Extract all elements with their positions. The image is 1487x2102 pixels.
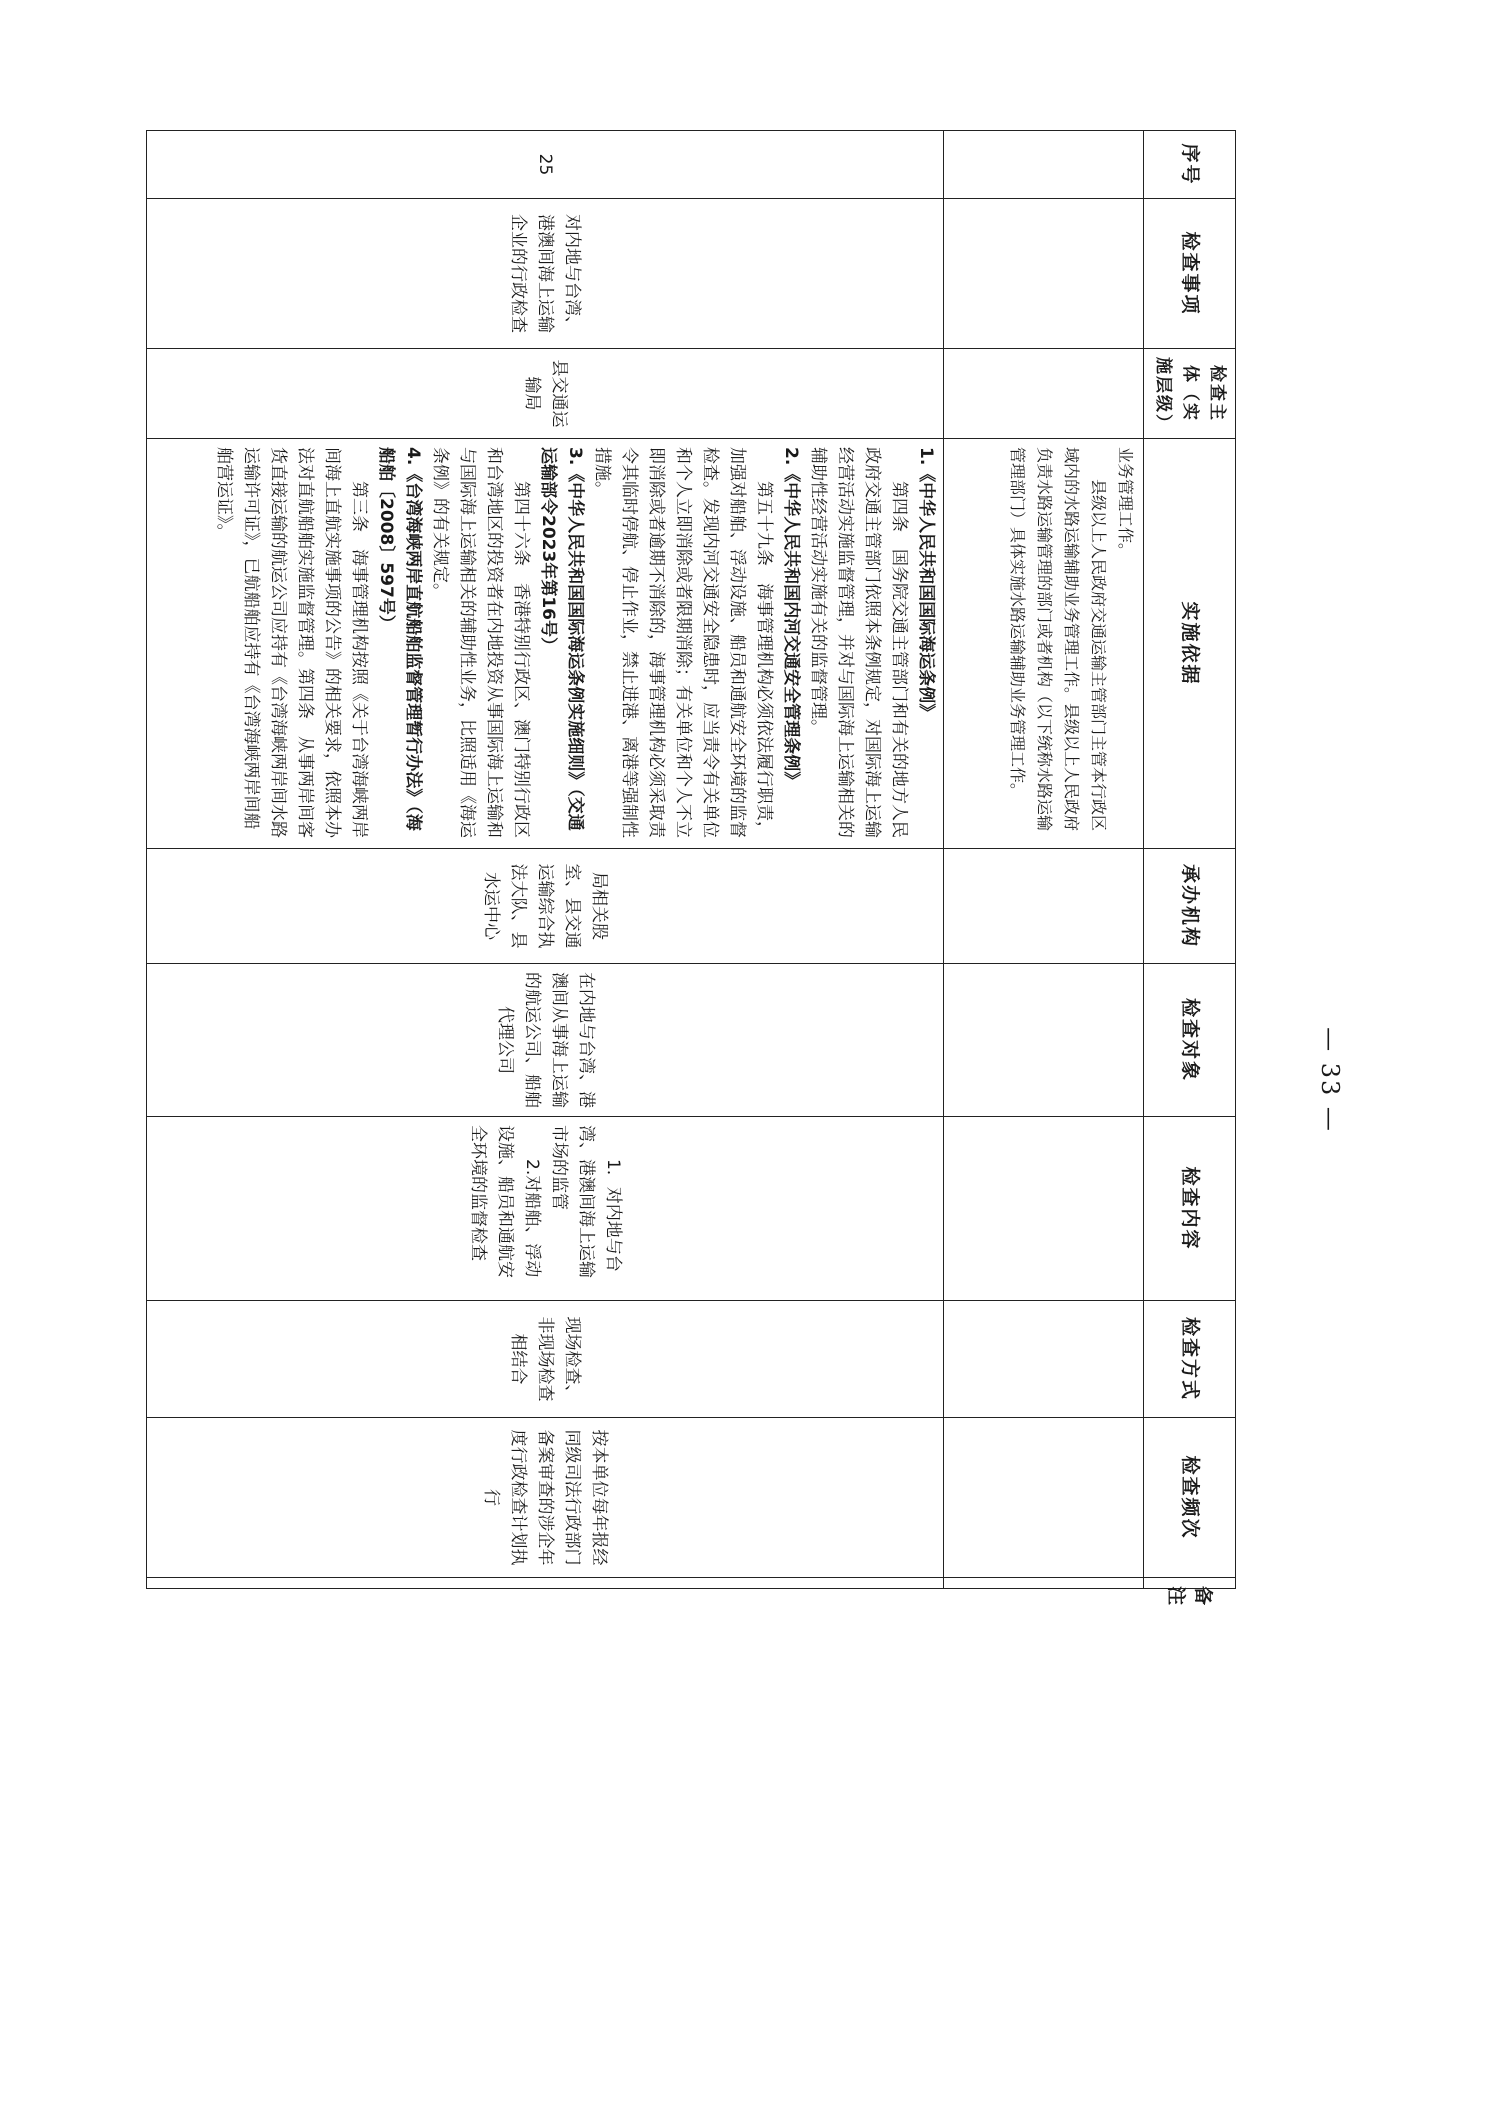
cell-basis <box>147 439 944 849</box>
header-basis: 实施依据 <box>1144 439 1236 849</box>
header-seq: 序号 <box>1144 131 1236 199</box>
table-row-continued <box>944 131 1144 1589</box>
rotated-landscape-page <box>146 130 1236 1608</box>
cell-content <box>147 1117 944 1301</box>
cell-empty <box>944 1301 1144 1418</box>
header-subject: 检查主体（实施层级） <box>1144 349 1236 439</box>
cell-empty <box>944 1578 1144 1589</box>
basis-continued-text: 县级以上人民政府交通运输主管部门主管本行政区域内的水路运输辅助业务管理工作。县级以上人民政府负责水路运输管理的部门或者机构（以下统称水路运输管理部门）具体实施水路运输辅助业务管理工作。 <box>1008 447 1108 832</box>
cell-seq: 25 <box>147 131 944 199</box>
page-number-text: — 33 — <box>1316 1027 1345 1133</box>
cell-empty <box>944 131 1144 199</box>
cell-empty <box>944 849 1144 964</box>
header-item: 检查事项 <box>1144 199 1236 349</box>
cell-frequency: 按本单位每年报经同级司法行政部门备案审查的涉企年度行政检查计划执行 <box>147 1418 944 1578</box>
header-frequency: 检查频次 <box>1144 1418 1236 1578</box>
basis-law-text: 第四条 国务院交通主管部门和有关的地方人民政府交通主管部门依照本条例规定，对国际海上运输经营活动实施监督管理，并对与国际海上运输相关的辅助性经营活动实施有关的监督管理。 <box>808 447 909 838</box>
content-item: 2.对船舶、浮动设施、船员和通航安全环境的监督检查 <box>468 1125 542 1278</box>
cell-item: 对内地与台湾、港澳间海上运输企业的行政检查 <box>147 199 944 349</box>
cell-empty <box>944 199 1144 349</box>
cell-subject: 县交通运输局 <box>147 349 944 439</box>
basis-law-title: 1.《中华人民共和国国际海运条例》 <box>916 447 936 721</box>
header-content: 检查内容 <box>1144 1117 1236 1301</box>
cell-target: 在内地与台湾、港澳间从事海上运输的航运公司、船舶代理公司 <box>147 964 944 1117</box>
header-method: 检查方式 <box>1144 1301 1236 1418</box>
cell-empty <box>944 349 1144 439</box>
cell-method: 现场检查、非现场检查相结合 <box>147 1301 944 1418</box>
cell-agency: 局相关股室、县交通运输综合执法大队、县水运中心 <box>147 849 944 964</box>
page-number <box>1310 1027 1350 1133</box>
basis-law-title: 3.《中华人民共和国国际海运条例实施细则》（交通运输部令2023年第16号） <box>538 447 585 831</box>
inspection-table <box>146 130 1236 1608</box>
header-target: 检查对象 <box>1144 964 1236 1117</box>
basis-law-text: 第四十六条 香港特别行政区、澳门特别行政区和台湾地区的投资者在内地投资从事国际海上运输和与国际海上运输相关的辅助性业务，比照适用《海运条例》的有关规定。 <box>430 447 531 838</box>
cell-empty <box>944 1418 1144 1578</box>
basis-law-text: 第五十九条 海事管理机构必须依法履行职责，加强对船舶、浮动设施、船员和通航安全环境的监督检查。发现内河交通安全隐患时，应当责令有关单位和个人立即消除或者限期消除；有关单位和个人不立即消除或者逾期不消除的，海事管理机构必须采取责令其临时停航、停止作业，禁止进港、离港等强制性措施。 <box>592 447 774 838</box>
basis-law-title: 2.《中华人民共和国内河交通安全管理条例》 <box>781 447 801 789</box>
cell-remark <box>147 1578 944 1589</box>
cell-empty <box>944 964 1144 1117</box>
table-header-row <box>1144 131 1236 1589</box>
header-remark: 备注 <box>1144 1578 1236 1589</box>
cell-basis-continued <box>944 439 1144 849</box>
content-item: 1．对内地与台湾、港澳间海上运输市场的监管 <box>549 1125 623 1278</box>
basis-continued-line: 业务管理工作。 <box>1116 447 1135 560</box>
table-row <box>147 131 944 1589</box>
basis-law-text: 第三条 海事管理机构按照《关于台湾海峡两岸间海上直航实施事项的公告》的相关要求，依照本办法对直航船舶实施监督管理。第四条 从事两岸间客货直接运输的航运公司应持有《台湾海峡两岸间水路运输许可证》，已航船舶应持有《台湾海峡两岸间船舶营运证》。 <box>214 447 369 838</box>
header-agency: 承办机构 <box>1144 849 1236 964</box>
basis-law-title: 4.《台湾海峡两岸直航船舶监督管理暂行办法》（海船舶〔2008〕597号） <box>376 447 423 831</box>
cell-empty <box>944 1117 1144 1301</box>
